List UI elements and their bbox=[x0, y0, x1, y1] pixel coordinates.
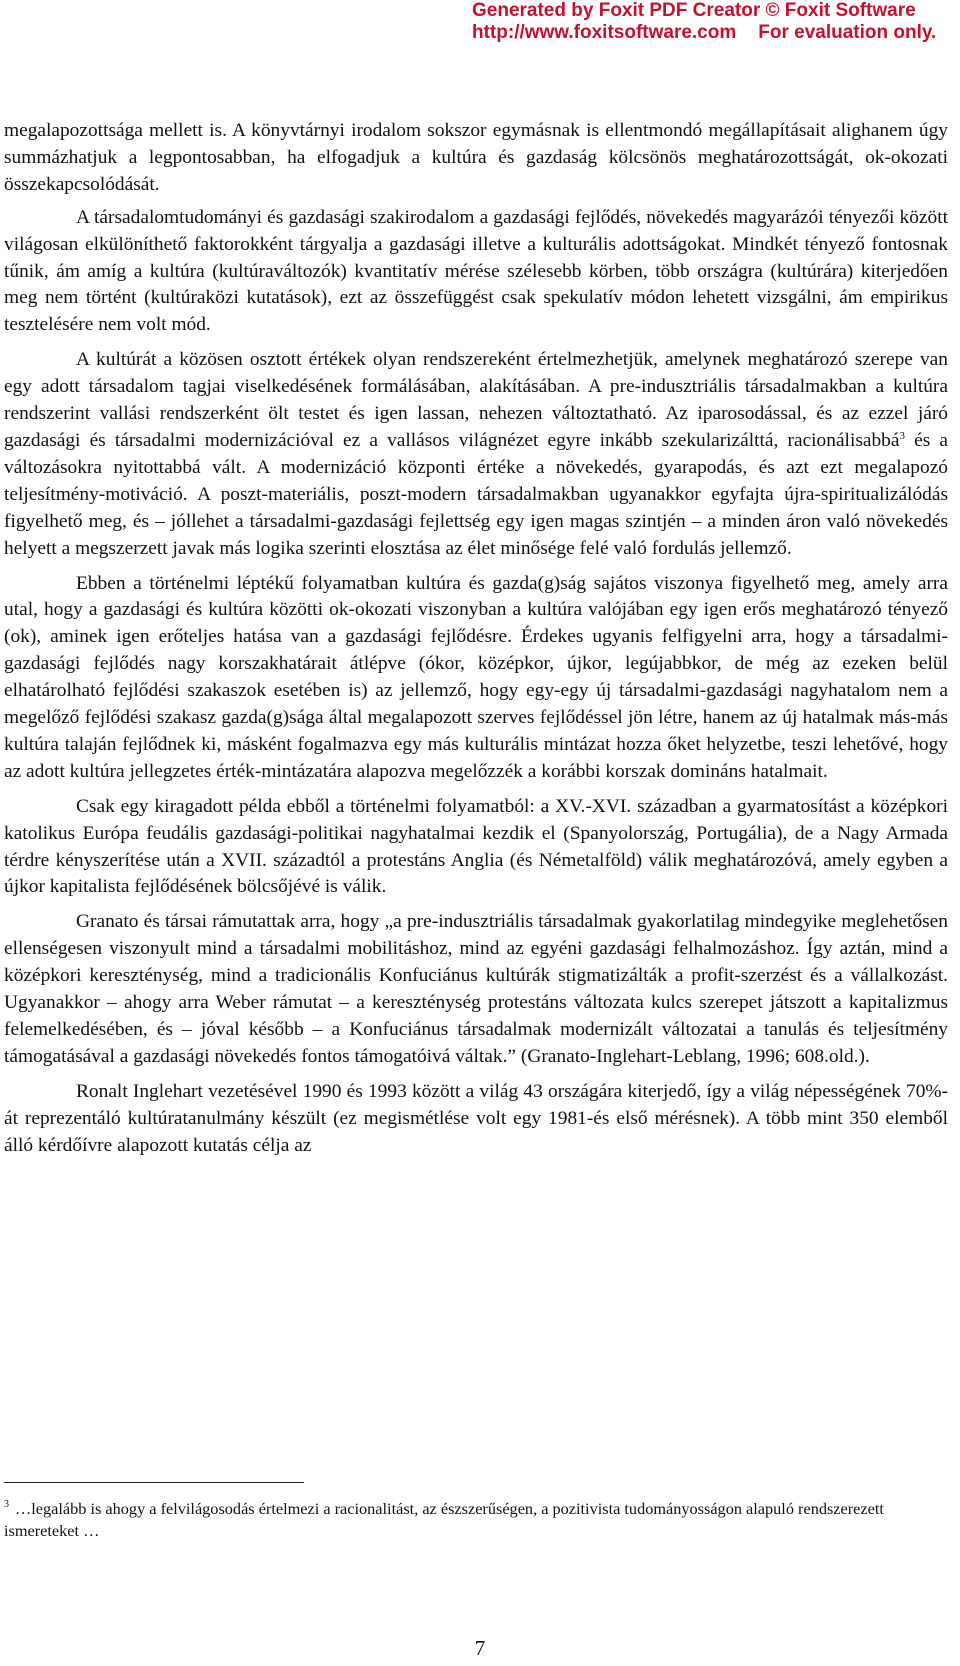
paragraph-text: A kultúrát a közösen osztott értékek olyan rendszereként értelmezhetjük, amelynek meghatározó szerepe van egy adott társadalom tagjai viselkedésének formálásában, alakításában. A pre-indusztriális társadalmakban a kultúra rendszerint vallási rendszerként ölt testet és igen lassan, nehezen változtatható. Az iparosodással, és az ezzel járó gazdasági és társadalmi modernizációval ez a vallásos világnézet egyre inkább szekularizálttá, racionálisabbá bbox=[4, 349, 948, 451]
paragraph: megalapozottsága mellett is. A könyvtárnyi irodalom sokszor egymásnak is ellentmondó megállapításait alighanem úgy summázhatjuk a legpontosabban, ha elfogadjuk a kultúra és gazdaság kölcsönös meghatározottságát, ok-okozati összekapcsolódását. bbox=[4, 120, 948, 195]
evaluation-watermark bbox=[472, 0, 942, 44]
paragraph: Csak egy kiragadott példa ebből a történelmi folyamatból: a XV.-XVI. században a gyarmatosítást a középkori katolikus Európa feudális gazdasági-politikai nagyhatalmai kezdik el (Spanyolország, Portugália), de a Nagy Armada térdre kényszerítése után a XVII. századtól a protestáns Anglia (és Németalföld) válik meghatározóvá, amely egyben a újkor kapitalista fejlődésének bölcsőjévé is válik. bbox=[4, 795, 948, 898]
paragraph-culture bbox=[4, 347, 948, 562]
watermark-url[interactable]: http://www.foxitsoftware.com bbox=[472, 22, 737, 43]
watermark-note: For evaluation only. bbox=[758, 22, 937, 43]
paragraph-text: és a változásokra nyitottabbá vált. A modernizáció központi értéke a növekedés, gyarapodás, és azt ezt megalapozó teljesítmény-motiváció. A poszt-materiális, poszt-modern társadalmakban ugyanakkor egyfajta újra-spiritualizálódás figyelhető meg, és – jóllehet a társadalmi-gazdasági fejlettség egy igen magas szintjén – a minden áron való növekedés helyett a megszerzett javak más logika szerinti elosztása az élet minősége felé való fordulás jellemző. bbox=[4, 429, 948, 559]
paragraph: Ebben a történelmi léptékű folyamatban kultúra és gazda(g)ság sajátos viszonya figyelhető meg, amely arra utal, hogy a gazdasági és kultúra közötti ok-okozati viszonyban a kultúra valójában egy igen erős meghatározó tényező (ok), aminek igen erőteljes hatása van a gazdasági fejlődésre. Érdekes ugyanis felfigyelni arra, hogy a társadalmi-gazdasági fejlődés nagy korszakhatárait átlépve (ókor, középkor, újkor, legújabbkor, de még az ezeken belül elhatárolható fejlődési szakaszok esetében is) az jellemző, hogy egy-egy új társadalmi-gazdasági nagyhatalom nem a megelőző fejlődési szakasz gazda(g)sága által megalapozott szerves fejlődéssel jön létre, hanem az új hatalmak más-más kultúra talaján fejlődnek ki, másként fogalmazva egy más kulturális mintázat hozza őket helyzetbe, teszi lehetővé, hogy az adott kultúra jellegzetes érték-mintázatára alapozva megelőzzék a korábbi korszak domináns hatalmait. bbox=[4, 572, 948, 782]
footnote-text: …legalább is ahogy a felvilágosodás értelmezi a racionalitást, az észszerűségen, a pozitivista tudományosságon alapuló rendszerezett ismereteket … bbox=[4, 1499, 884, 1540]
footnote-separator bbox=[4, 1482, 304, 1483]
paragraph: Ronalt Inglehart vezetésével 1990 és 1993 között a világ 43 országára kiterjedő, így a világ népességének 70%-át reprezentáló kultúratanulmány készült (ez megismétlése volt egy 1981-és első mérésnek). A több mint 350 elemből álló kérdőívre alapozott kutatás célja az bbox=[4, 1080, 948, 1156]
footnote-reference[interactable]: 3 bbox=[899, 429, 905, 442]
paragraph: Granato és társai rámutattak arra, hogy „a pre-indusztriális társadalmak gyakorlatilag mindegyike meglehetősen ellenségesen viszonyult mind a társadalmi mobilitáshoz, mind az egyéni gazdasági felhalmozáshoz. Így aztán, mind a középkori kereszténység, mind a tradicionális Konfuciánus kultúrák stigmatizálták a profit-szerzést és a vállalkozást. Ugyanakkor – ahogy arra Weber rámutat – a kereszténység protestáns változata kulcs szerepet játszott a kapitalizmus felemelkedésében, és – jóval később – a Konfuciánus társadalmak modernizált változatai a tanulás és teljesítmény támogatásával a gazdasági növekedés fontos támogatóivá váltak.” (Granato-Inglehart-Leblang, 1996; 608.old.). bbox=[4, 911, 948, 1067]
page-number: 7 bbox=[474, 1636, 486, 1660]
footnote-marker: 3 bbox=[4, 1499, 9, 1510]
document-body bbox=[4, 118, 948, 1168]
paragraph: A társadalomtudományi és gazdasági szakirodalom a gazdasági fejlődés, növekedés magyarázói tényezői között világosan elkülöníthető faktorokként tárgyalja a gazdasági illetve a kulturális adottságokat. Mindkét tényező fontosnak tűnik, ám amíg a kultúra (kultúraváltozók) kvantitatív mérése szélesebb körben, több országra (kultúrára) kiterjedően meg nem történt (kultúraközi kutatások), ezt az összefüggést csak spekulatív módon lehetett vizsgálni, ám empirikus tesztelésére nem volt mód. bbox=[4, 206, 948, 336]
watermark-url-line bbox=[472, 22, 942, 44]
footnote bbox=[4, 1498, 944, 1542]
watermark-line: Generated by Foxit PDF Creator © Foxit Software bbox=[472, 0, 916, 21]
